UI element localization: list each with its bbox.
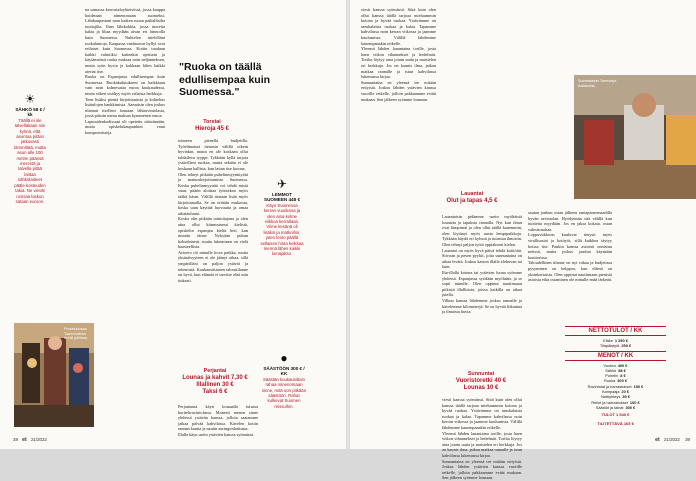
sidebar-saastot bbox=[260, 352, 308, 409]
day-meal-2: Lounas 10 € bbox=[463, 384, 499, 391]
column-6: viesti kanssa syömässä. Siitä kuin olen ollut kanssa täällä tarjoaa mieluummin kotona ja hyvää ruokaa. Ystävämme on ranskalaista ruokaa ja kalaa. Tapamme kahvilassa noin kerran viikossa ja jaamme kuulumisia. Välillä lähdemme kauempanakin retkelle. Yleensä lähden lauantaina torille, josta haen viikon vihannekset ja hedelmät. Torilta löytyy aina jotain uutta ja maistelen eri herkkuja. Jos on kaunis ilma, jatkan matkaa rannalle ja istun kahvilassa lukemassa kirjaa. Sunnuntaina en yleensä tee mitään erityistä. Joskus lähden ystävien kanssa vuorille retkelle, jolloin pakkaamme eväät mukaan. Sen jälkeen syömme lounaan. bbox=[442, 397, 522, 481]
issue-number: 21/2022 bbox=[30, 437, 47, 442]
line-value: 1 290 € bbox=[614, 338, 628, 343]
footer-right bbox=[652, 437, 690, 443]
day-sunnuntai bbox=[445, 371, 517, 392]
expenses-title: MENOT / KK bbox=[565, 351, 666, 361]
footer-left bbox=[13, 437, 47, 443]
market-photo bbox=[574, 75, 696, 199]
day-torstai bbox=[180, 119, 244, 133]
column-2: toimeen pienellä budjetilla. Työelämässä tienasin välillä oikein hyvinkin, mutta en ole koskaan ollut tuhlaileva tyyppi. Tykkään kyllä tarjota ystävilleni ruokaa, mutta sekään ei ole koskaan kallista, kun laitan itse kotona. Olen tehnyt pitkään puhelinmyyntityötä ja mainoskirjoittamista Suomessa. Koska puhelinmyyntiä voi tehdä mistä vaan, päätin aloittaa työntekoa myös täältä käsin. Välillä tienaan lisää myös kirjoittamalla. Se on erittäin mukavaa, koska saan käyttää luovuutta ja omaa aikatauluani. Koska olin pitkään toimittajana ja olen aina ollut kiinnostunut kielistä, opiskelin espanjan kieltä heti, kun muutin tänne. Nykyään puhun kohtalaisesti, mutta lukeminen on vielä haasteellista. Avioero oli minulle kova paikka, mutta yksinäisyyteen ei ole jäänyt aikaa, sillä ympärilläni on paljon ystäviä ja tekemistä. Kuukausittainen taloustilanne on hyvä, kun elämää ei tarvitse elää niin tiukasti. bbox=[178, 138, 248, 283]
line-label: Säästöt ja lainat bbox=[595, 404, 624, 410]
income-title: NETTOTULOT / KK bbox=[565, 326, 666, 336]
day-meal: Olut ja tapas 4,5 € bbox=[446, 197, 498, 204]
page-number: 38 bbox=[13, 437, 18, 442]
column-1: na samassa kerrostaloyhteisössä, jossa kauppa hoidetaan nimenomaan suomeksi. Lähikaupastani saan kaiken ruoan paikallisilta tuottajilta. Ihan lähikokkia, jossa tuoretta kalaa ja lihaa myydään aivan eri hinnoilla kuin Suomessa. Nuhtelen mielelläni ruokahintoja. Kaupassa vaahtoavat hyllyt ovat erilaiset kuin Suomessa. Kotiin tuodaan kaikki valmiiksi kuitenkin ajoittain ja käytännössä ruoka maksaa noin neljänneksen, mutta syön hyvin ja kokkaan lähes kaikki ateriat itse. Ruoka on Espanjassa edullisempaa kuin Suomessa. Ruokakulutukseni on kaikkiaan vain noin kolmesataa euroa kuukaudessa, mutta siihen sisältyy myös erilaisia herkkuja. Teen lisäksi pientä kirjoittamista ja kohtelias lisätulojen hankkimista. Aamuisin olen joskus tilannut itselleni lounaan lähiravintolasta, jossa päivän menu maksaa kymmenen euroa. Lapsuudenkodissani oli opetettu säästämään, mutta opiskelukaupunkini vaati kompromisseja. bbox=[85, 7, 165, 136]
photo-caption: Suomalaiset Torrevieja Kalatorilla. bbox=[578, 79, 617, 88]
sidebar-text: Käyn Suomessa kerran vuodessa ja olen aina kolme viikkoa kerrallaan. Viime kesänä oli lisäksi ja matkoihin, joten lento päällä sellaisen hinta keikkaa mennä lähes kaikki lomajakso. bbox=[260, 202, 304, 257]
line-label: Eläke bbox=[603, 338, 613, 343]
line-label: Sähkö bbox=[605, 367, 617, 373]
day-perjantai bbox=[174, 368, 256, 396]
sidebar-title: SÄHKÖ 58 € / kk bbox=[15, 107, 45, 118]
magazine-logo: et bbox=[22, 437, 27, 443]
income-total: TULOT 1 540 € bbox=[601, 412, 630, 418]
sidebar-text: Säästän kuukausittain rahaa nimenomaan sinne, mitä oon pitkään säästöön. Rahat kulkevat Suomen reissuihin. bbox=[261, 376, 307, 409]
finances-box bbox=[565, 324, 666, 430]
left-page bbox=[0, 0, 346, 449]
line-value: 58 € bbox=[618, 367, 626, 373]
line-label: Kampaaja bbox=[601, 389, 620, 395]
page-number: 39 bbox=[685, 437, 690, 442]
line-label: Tilapäistyöt bbox=[599, 343, 620, 349]
day-label: Perjantai bbox=[203, 368, 227, 374]
line-label: Vuokra bbox=[603, 362, 616, 368]
line-value: 300 € bbox=[617, 378, 627, 384]
column-7: sautan jonkun ostan jälkeen rantapromenaadilla hyvän ravintolan. Hyödynnän sitä välillä kun tuotteita myydään. Jos en jaksa kokata, ostan valmisruokaa. Loppuviikkoon kuuluvat tietysti myös virallisasiat ja kotityöt, sillä kaikkea täytyy hoitaa itse. Pankin kanssa asiointi onnistuu netissä, mutta joskus joudun käymään konttorissa. Taloudellinen tilanne on nyt vakaa ja budjetissa pysyminen on helppoa, kun elämä on yksinkertaista. Olen oppinut nauttimaan pienistä asioista eikä ostaminen ole minulle enää tärkeää. bbox=[528, 210, 612, 283]
pull-quote: "Ruoka on täällä edullisempaa kuin Suomessa." bbox=[179, 61, 271, 98]
day-label: Sunnuntai bbox=[467, 371, 495, 377]
day-meal-2: Illallinen 30 € bbox=[196, 381, 234, 388]
sidebar-title: LEMMOT SUOMEEN 448 € bbox=[264, 192, 300, 203]
expense-line bbox=[565, 405, 666, 410]
line-value: 39 € bbox=[622, 394, 630, 400]
day-label: Lauantai bbox=[460, 191, 484, 197]
day-meal: Lounas ja kahvit 7,30 € bbox=[182, 374, 248, 381]
expense-list bbox=[565, 363, 666, 411]
day-meal: Hieroja 45 € bbox=[195, 125, 229, 132]
line-value: 100 € bbox=[629, 399, 640, 405]
piggy-bank-icon: ● bbox=[280, 351, 288, 365]
sidebar-text: Täällä ei ole talvellakaan niin kylmä, että asuntoa pitäisi jatkuvasti lämmittää, mutta asun alle 100 metrin päässä merestä ja talvella pitää laittaa sähkölaitteet pääle kosteuden takia. Ne vievät rosisaa laskun sataan euroon. bbox=[14, 117, 46, 204]
airplane-icon: ✈ bbox=[276, 177, 288, 191]
line-value: 300 € bbox=[625, 404, 636, 410]
sidebar-title: SÄÄSTÖÖN 300 € / KK bbox=[263, 366, 305, 377]
sidebar-sahko bbox=[13, 93, 47, 204]
column-3: Perjantaina käyn lounaalla tutussa kortteliravintolassa. Monesti menen sinne yhdessä ystävän kanssa, jolloin saatamme jatkaa päivää kahvilassa. Kävelen kotiin rannan kautta ja nautin auringonlaskusta. Illalla käyn usein ystävien kanssa syömässä. bbox=[178, 404, 258, 437]
line-value: 400 € bbox=[617, 362, 628, 368]
line-label: Ravintolat ja harrastukset bbox=[587, 383, 632, 389]
sidebar-lemmot bbox=[260, 178, 304, 257]
line-value: 250 € bbox=[621, 343, 632, 349]
photo-caption: Prosessiossa Torremolinon kevät juhlissa. bbox=[64, 327, 88, 341]
column-5: Lauantaisin pidämme usein myöhäisiä lounaita ja tapaksia rannalla. Nyt kun ilmat ovat lämpimät ja olen ollut täällä kauemmin, olen löytänyt myös uusia lempipaikkoja. Tykkään käydä eri kylissä ja tutustua ihmisiin. Olen tehnyt paljon työtä oppiakseni kielen. Lauantai on myös hyvä päivä tehdä kotitöitä. Siivoan ja pesen pyykit, jotta sunnuntaina on aikaa levätä. Joskus katson illalla elokuvan tai luen. Ilta-illalla kotona tai ystävien luona syömme yhdessä. Espanjassa syödään myöhään, ja se sopii minulle. Olen oppinut nauttimaan pitkistä illallisista, joissa kaikilla on aikaa jutella. Vilkun kanssa lähdemme joskus rannalle ja kävelemme kilometrejä. Se on hyvää liikuntaa ja ilmaista huvia. bbox=[442, 214, 522, 315]
lightbulb-icon: ☀ bbox=[24, 92, 36, 106]
line-label: Nettiyhteys bbox=[601, 394, 621, 400]
line-label: Ruoka bbox=[604, 378, 616, 384]
day-label: Torstai bbox=[203, 119, 221, 125]
magazine-logo: et bbox=[655, 437, 660, 443]
issue-number: 21/2022 bbox=[664, 437, 680, 442]
line-value: 150 € bbox=[633, 383, 644, 389]
expense-total: TILITETTÄVÄ 165 € bbox=[597, 421, 634, 427]
line-label: Puhelin bbox=[605, 373, 619, 379]
column-4: viesti kanssa syömässä. Siitä kuin olen ollut kanssa täällä tarjoaa mieluummin kotona ja hyvää ruokaa. Ystävämme on ranskalaista ruokaa ja kalaa. Tapamme kahvilassa noin kerran viikossa ja jaamme kuulumisia. Välillä lähdemme kauempanakin retkelle. Yleensä lähden lauantaina torille, josta haen viikon vihannekset ja hedelmät. Torilta löytyy aina jotain uutta ja maistelen eri herkkuja. Jos on kaunis ilma, jatkan matkaa rannalle ja istun kahvilassa lukemassa kirjaa. Sunnuntaina en yleensä tee mitään erityistä. Joskus lähden ystävien kanssa vuorille retkelle, jolloin pakkaamme eväät mukaan. Sen jälkeen syömme lounaan. bbox=[361, 7, 436, 102]
line-value: 8 € bbox=[620, 373, 626, 379]
line-value: 20 € bbox=[621, 389, 630, 395]
line-label: Reilut ja harrastukset bbox=[591, 399, 628, 405]
day-meal-3: Taksi 6 € bbox=[202, 388, 228, 395]
procession-photo bbox=[14, 323, 94, 427]
income-line bbox=[565, 343, 666, 348]
income-list bbox=[565, 338, 666, 349]
day-lauantai bbox=[442, 191, 502, 205]
day-meal: Vuoristoretki 40 € bbox=[455, 377, 507, 384]
market-photo-art bbox=[574, 75, 696, 199]
